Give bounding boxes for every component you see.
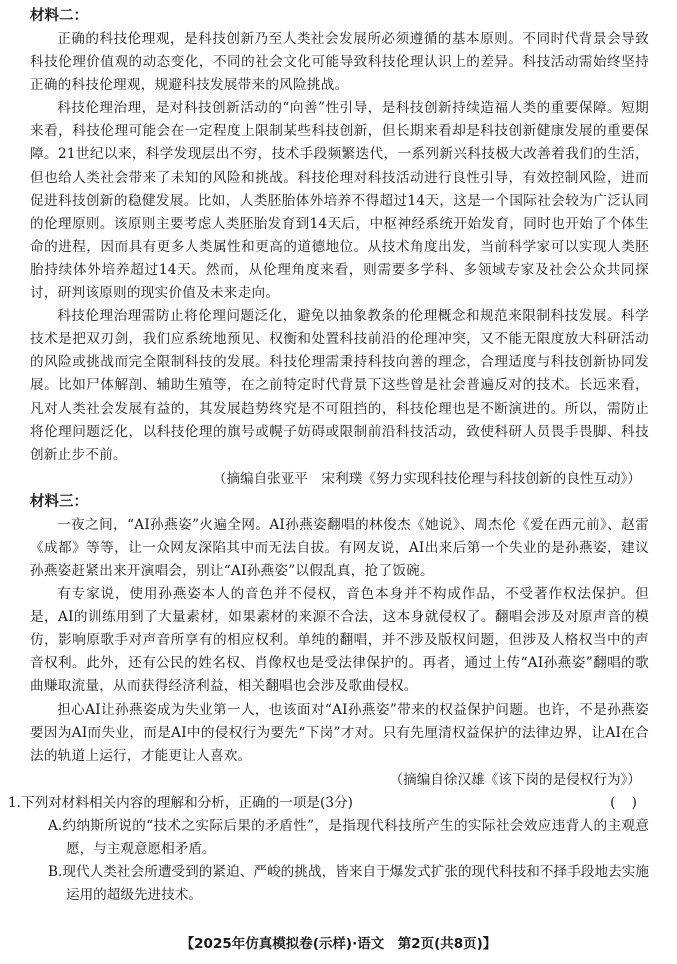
material-two-paragraph-1: 正确的科技伦理观，是科技创新乃至人类社会发展所必须遵循的基本原则。不同时代背景会导致科技伦理价值观的动态变化，不同的社会文化可能导致科技伦理认识上的差异。科技活动需始终坚持正确的科技伦理观，规避科技发展带来的风险挑战。 [30, 31, 649, 94]
question-1 [8, 792, 649, 815]
page-footer: 【2025年仿真模拟卷(示样)·语文 第2页(共8页)】 [180, 936, 497, 952]
option-a: A.约纳斯所说的“技术之实际后果的矛盾性”，是指现代科技所产生的实际社会效应违背人的主观意愿，与主观意愿相矛盾。 [48, 817, 649, 857]
option-b: B.现代人类社会所遭受到的紧迫、严峻的挑战，皆来自于爆发式扩张的现代科技和不择手段地去实施运用的超级先进技术。 [48, 863, 649, 903]
material-two-heading: 材料二： [30, 8, 88, 24]
material-two-source: （摘编自张亚平 宋利璞《努力实现科技伦理与科技创新的良性互动》） [212, 470, 641, 487]
material-two-paragraph-3: 科技伦理治理需防止将伦理问题泛化，避免以抽象教条的伦理概念和规范来限制科技发展。科学技术是把双刃剑，我们应系统地预见、权衡和处置科技前沿的伦理冲突，又不能无限度放大科研活动的风险或挑战而完全限制科技的发展。科技伦理需秉持科技向善的理念，合理适度与科技创新协同发展。比如尸体解剖、辅助生殖等，在之前特定时代背景下这些曾是社会普遍反对的技术。长远来看，凡对人类社会发展有益的，其发展趋势终究是不可阻挡的，科技伦理也是不断演进的。所以，需防止将伦理问题泛化，以科技伦理的旗号或幌子妨碍或限制前沿科技活动，致使科研人员畏手畏脚、科技创新止步不前。 [30, 308, 649, 463]
material-two-paragraph-2: 科技伦理治理，是对科技创新活动的“向善”性引导，是科技创新持续造福人类的重要保障。短期来看，科技伦理可能会在一定程度上限制某些科技创新，但长期来看却是科技创新健康发展的重要保障。21世纪以来，科学发现层出不穷，技术手段频繁迭代，一系列新兴科技极大改善着我们的生活，但也给人类社会带来了未知的风险和挑战。科技伦理对科技活动进行良性引导，有效控制风险，进而促进科技创新的稳健发展。比如，人类胚胎体外培养不得超过14天，这是一个国际社会较为广泛认同的伦理原则。该原则主要考虑人类胚胎发育到14天后，中枢神经系统开始发育，同时也开始了个体生命的进程，因而具有更多人类属性和更高的道德地位。从技术角度出发，当前科学家可以实现人类胚胎持续体外培养超过14天。然而，从伦理角度来看，则需要多学科、多领域专家及社会公众共同探讨，研判该原则的现实价值及未来走向。 [30, 100, 649, 302]
material-three-source: （摘编自徐汉雄《该下岗的是侵权行为》） [389, 771, 641, 788]
material-three-heading: 材料三： [30, 493, 88, 510]
material-three-paragraph-1: 一夜之间，“AI孙燕姿”火遍全网。AI孙燕姿翻唱的林俊杰《她说》、周杰伦《爱在西元前》、赵雷《成都》等等，让一众网友深陷其中而无法自拔。有网友说，AI出来后第一个失业的是孙燕姿，建议孙燕姿赶紧出来开演唱会，别让“AI孙燕姿”以假乱真，抢了饭碗。 [30, 516, 649, 579]
answer-parentheses: ( ) [610, 794, 643, 811]
material-three-paragraph-2: 有专家说，使用孙燕姿本人的音色并不侵权，音色本身并不构成作品，不受著作权法保护。但是，AI的训练用到了大量素材，如果素材的来源不合法，这本身就侵权了。翻唱会涉及对原声音的模仿，影响原歌手对声音所享有的相应权利。单纯的翻唱，并不涉及版权问题，但涉及人格权当中的声音权利。此外，还有公民的姓名权、肖像权也是受法律保护的。再者，通过上传“AI孙燕姿”翻唱的歌曲赚取流量，从而获得经济利益，相关翻唱也会涉及歌曲侵权。 [30, 586, 649, 695]
material-three-paragraph-3: 担心AI让孙燕姿成为失业第一人，也该面对“AI孙燕姿”带来的权益保护问题。也许，不是孙燕姿要因为AI而失业，而是AI中的侵权行为要先“下岗”才对。只有先厘清权益保护的法律边界，让AI在合法的轨道上运行，才能更让人喜欢。 [30, 701, 649, 764]
question-1-stem: 1.下列对材料相关内容的理解和分析，正确的一项是(3分) [8, 794, 353, 811]
